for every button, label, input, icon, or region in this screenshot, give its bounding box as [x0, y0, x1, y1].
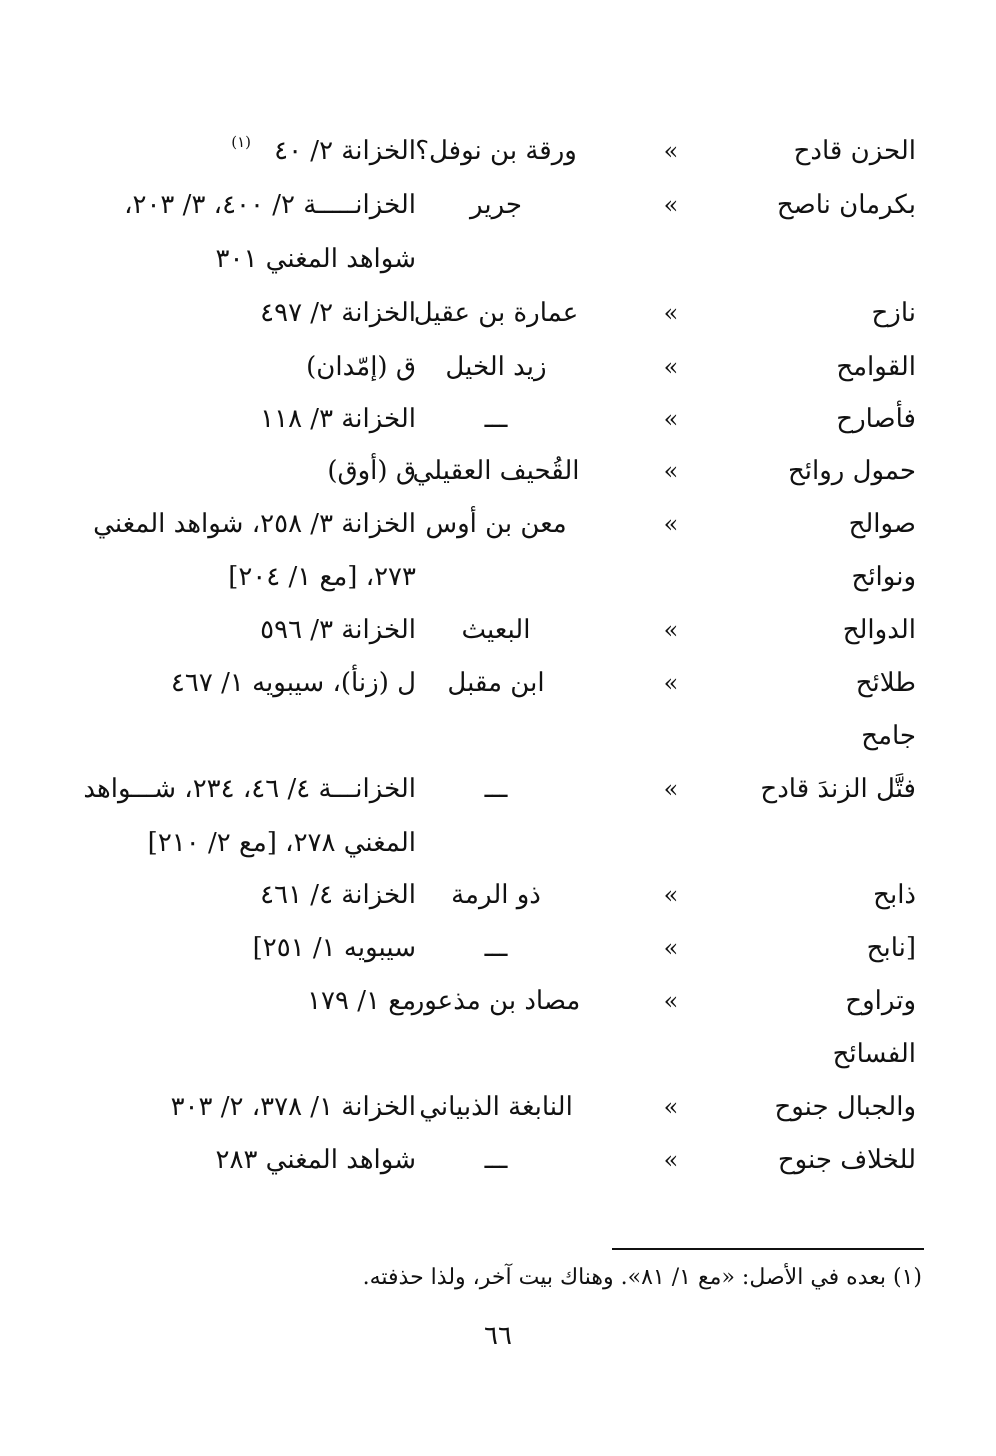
meter-mark: » — [663, 299, 679, 327]
poet-name: ـــ — [484, 774, 508, 804]
index-row — [0, 1142, 996, 1194]
rhyme-word: طلائح — [855, 668, 916, 698]
rhyme-word: والجبال جنوح — [774, 1092, 916, 1122]
index-row — [0, 1036, 996, 1088]
source-reference: الخزانة ٣/ ١١٨ — [260, 404, 416, 434]
meter-mark: » — [663, 457, 679, 485]
source-reference: الخزانـــــة ٢/ ٤٠٠، ٣/ ٢٠٣، — [124, 190, 416, 220]
source-reference: ل (زنأ)، سيبويه ١/ ٤٦٧ — [170, 668, 416, 698]
meter-mark: » — [663, 616, 679, 644]
index-row — [0, 877, 996, 929]
rhyme-word: ذابح — [873, 880, 916, 910]
meter-mark: » — [663, 934, 679, 962]
index-row — [0, 453, 996, 505]
rhyme-word: حمول روائح — [787, 456, 916, 486]
meter-mark: » — [663, 881, 679, 909]
poet-name: زيد الخيل — [445, 352, 547, 382]
index-row — [0, 401, 996, 453]
source-reference: شواهد المغني ٣٠١ — [215, 244, 416, 274]
poet-name: ـــ — [484, 933, 508, 963]
source-reference: المغني ٢٧٨، [مع ٢/ ٢١٠] — [147, 828, 416, 858]
rhyme-word: جامح — [861, 721, 916, 751]
index-row — [0, 133, 996, 185]
source-reference: ق (أوق) — [327, 456, 416, 486]
poet-name: ذو الرمة — [451, 880, 541, 910]
source-reference: الخزانة ٢/ ٤٩٧ — [260, 298, 416, 328]
rhyme-word: بكرمان ناصح — [776, 190, 916, 220]
index-row — [0, 295, 996, 347]
index-row — [0, 930, 996, 982]
source-reference: سيبويه ١/ ٢٥١] — [252, 933, 416, 963]
rhyme-word: الفسائح — [832, 1039, 916, 1069]
poet-name: ـــ — [484, 1145, 508, 1175]
source-reference: ٢٧٣، [مع ١/ ٢٠٤] — [228, 562, 416, 592]
index-row — [0, 241, 996, 293]
poet-name: ورقة بن نوفل؟ — [415, 136, 577, 166]
index-row — [0, 825, 996, 877]
index-row — [0, 612, 996, 664]
rhyme-word: للخلاف جنوح — [777, 1145, 916, 1175]
poet-name: البعيث — [461, 615, 531, 645]
rhyme-word: ونوائح — [851, 562, 916, 592]
meter-mark: » — [663, 1093, 679, 1121]
rhyme-word: نازح — [871, 298, 916, 328]
rhyme-word: الدوالح — [842, 615, 916, 645]
index-row — [0, 718, 996, 770]
meter-mark: » — [663, 987, 679, 1015]
footnote: (١) بعده في الأصل: «مع ١/ ٨١». وهناك بيت آخر، ولذا حذفته. — [362, 1265, 922, 1290]
source-reference: الخزانة ٣/ ٥٩٦ — [260, 615, 416, 645]
source-reference: الخزانة ٢/ ٤٠ — [274, 136, 416, 166]
footnote-divider — [612, 1248, 924, 1250]
meter-mark: » — [663, 191, 679, 219]
rhyme-word: صوالح — [848, 509, 916, 539]
meter-mark: » — [663, 510, 679, 538]
poet-name: القُحيف العقيلي — [412, 456, 580, 486]
index-row — [0, 665, 996, 717]
source-reference: الخزانة ٤/ ٤٦١ — [260, 880, 416, 910]
rhyme-word: فأصارح — [836, 404, 916, 434]
source-reference: الخزانة ١/ ٣٧٨، ٢/ ٣٠٣ — [170, 1092, 416, 1122]
index-row — [0, 349, 996, 401]
source-reference: مع ١/ ١٧٩ — [307, 986, 416, 1016]
meter-mark: » — [663, 1146, 679, 1174]
index-row — [0, 506, 996, 558]
source-reference: الخزانة ٣/ ٢٥٨، شواهد المغني — [93, 509, 416, 539]
meter-mark: » — [663, 405, 679, 433]
poet-name: معن بن أوس — [425, 509, 567, 539]
poet-name: ابن مقبل — [447, 668, 545, 698]
footnote-ref[interactable]: (١) — [231, 133, 251, 151]
index-row — [0, 983, 996, 1035]
rhyme-word: [نابح — [866, 933, 916, 963]
meter-mark: » — [663, 137, 679, 165]
index-row — [0, 1089, 996, 1141]
poet-name: النابغة الذبياني — [419, 1092, 573, 1122]
rhyme-word: القوامح — [836, 352, 916, 382]
meter-mark: » — [663, 669, 679, 697]
rhyme-word: فتَّل الزندَ قادح — [760, 774, 916, 804]
index-row — [0, 559, 996, 611]
rhyme-word: الحزن قادح — [793, 136, 916, 166]
source-reference: الخزانـــة ٤/ ٤٦، ٢٣٤، شـــواهد — [83, 774, 416, 804]
poet-name: مصاد بن مذعور — [411, 986, 581, 1016]
page-number: ٦٦ — [484, 1321, 512, 1351]
index-row — [0, 187, 996, 239]
meter-mark: » — [663, 775, 679, 803]
poet-name: عمارة بن عقيل — [413, 298, 579, 328]
source-reference: ق (إمّدان) — [306, 352, 416, 382]
poet-name: جرير — [470, 190, 522, 220]
source-reference: شواهد المغني ٢٨٣ — [215, 1145, 416, 1175]
rhyme-word: وتراوح — [845, 986, 916, 1016]
meter-mark: » — [663, 353, 679, 381]
index-row — [0, 771, 996, 823]
poet-name: ـــ — [484, 404, 508, 434]
